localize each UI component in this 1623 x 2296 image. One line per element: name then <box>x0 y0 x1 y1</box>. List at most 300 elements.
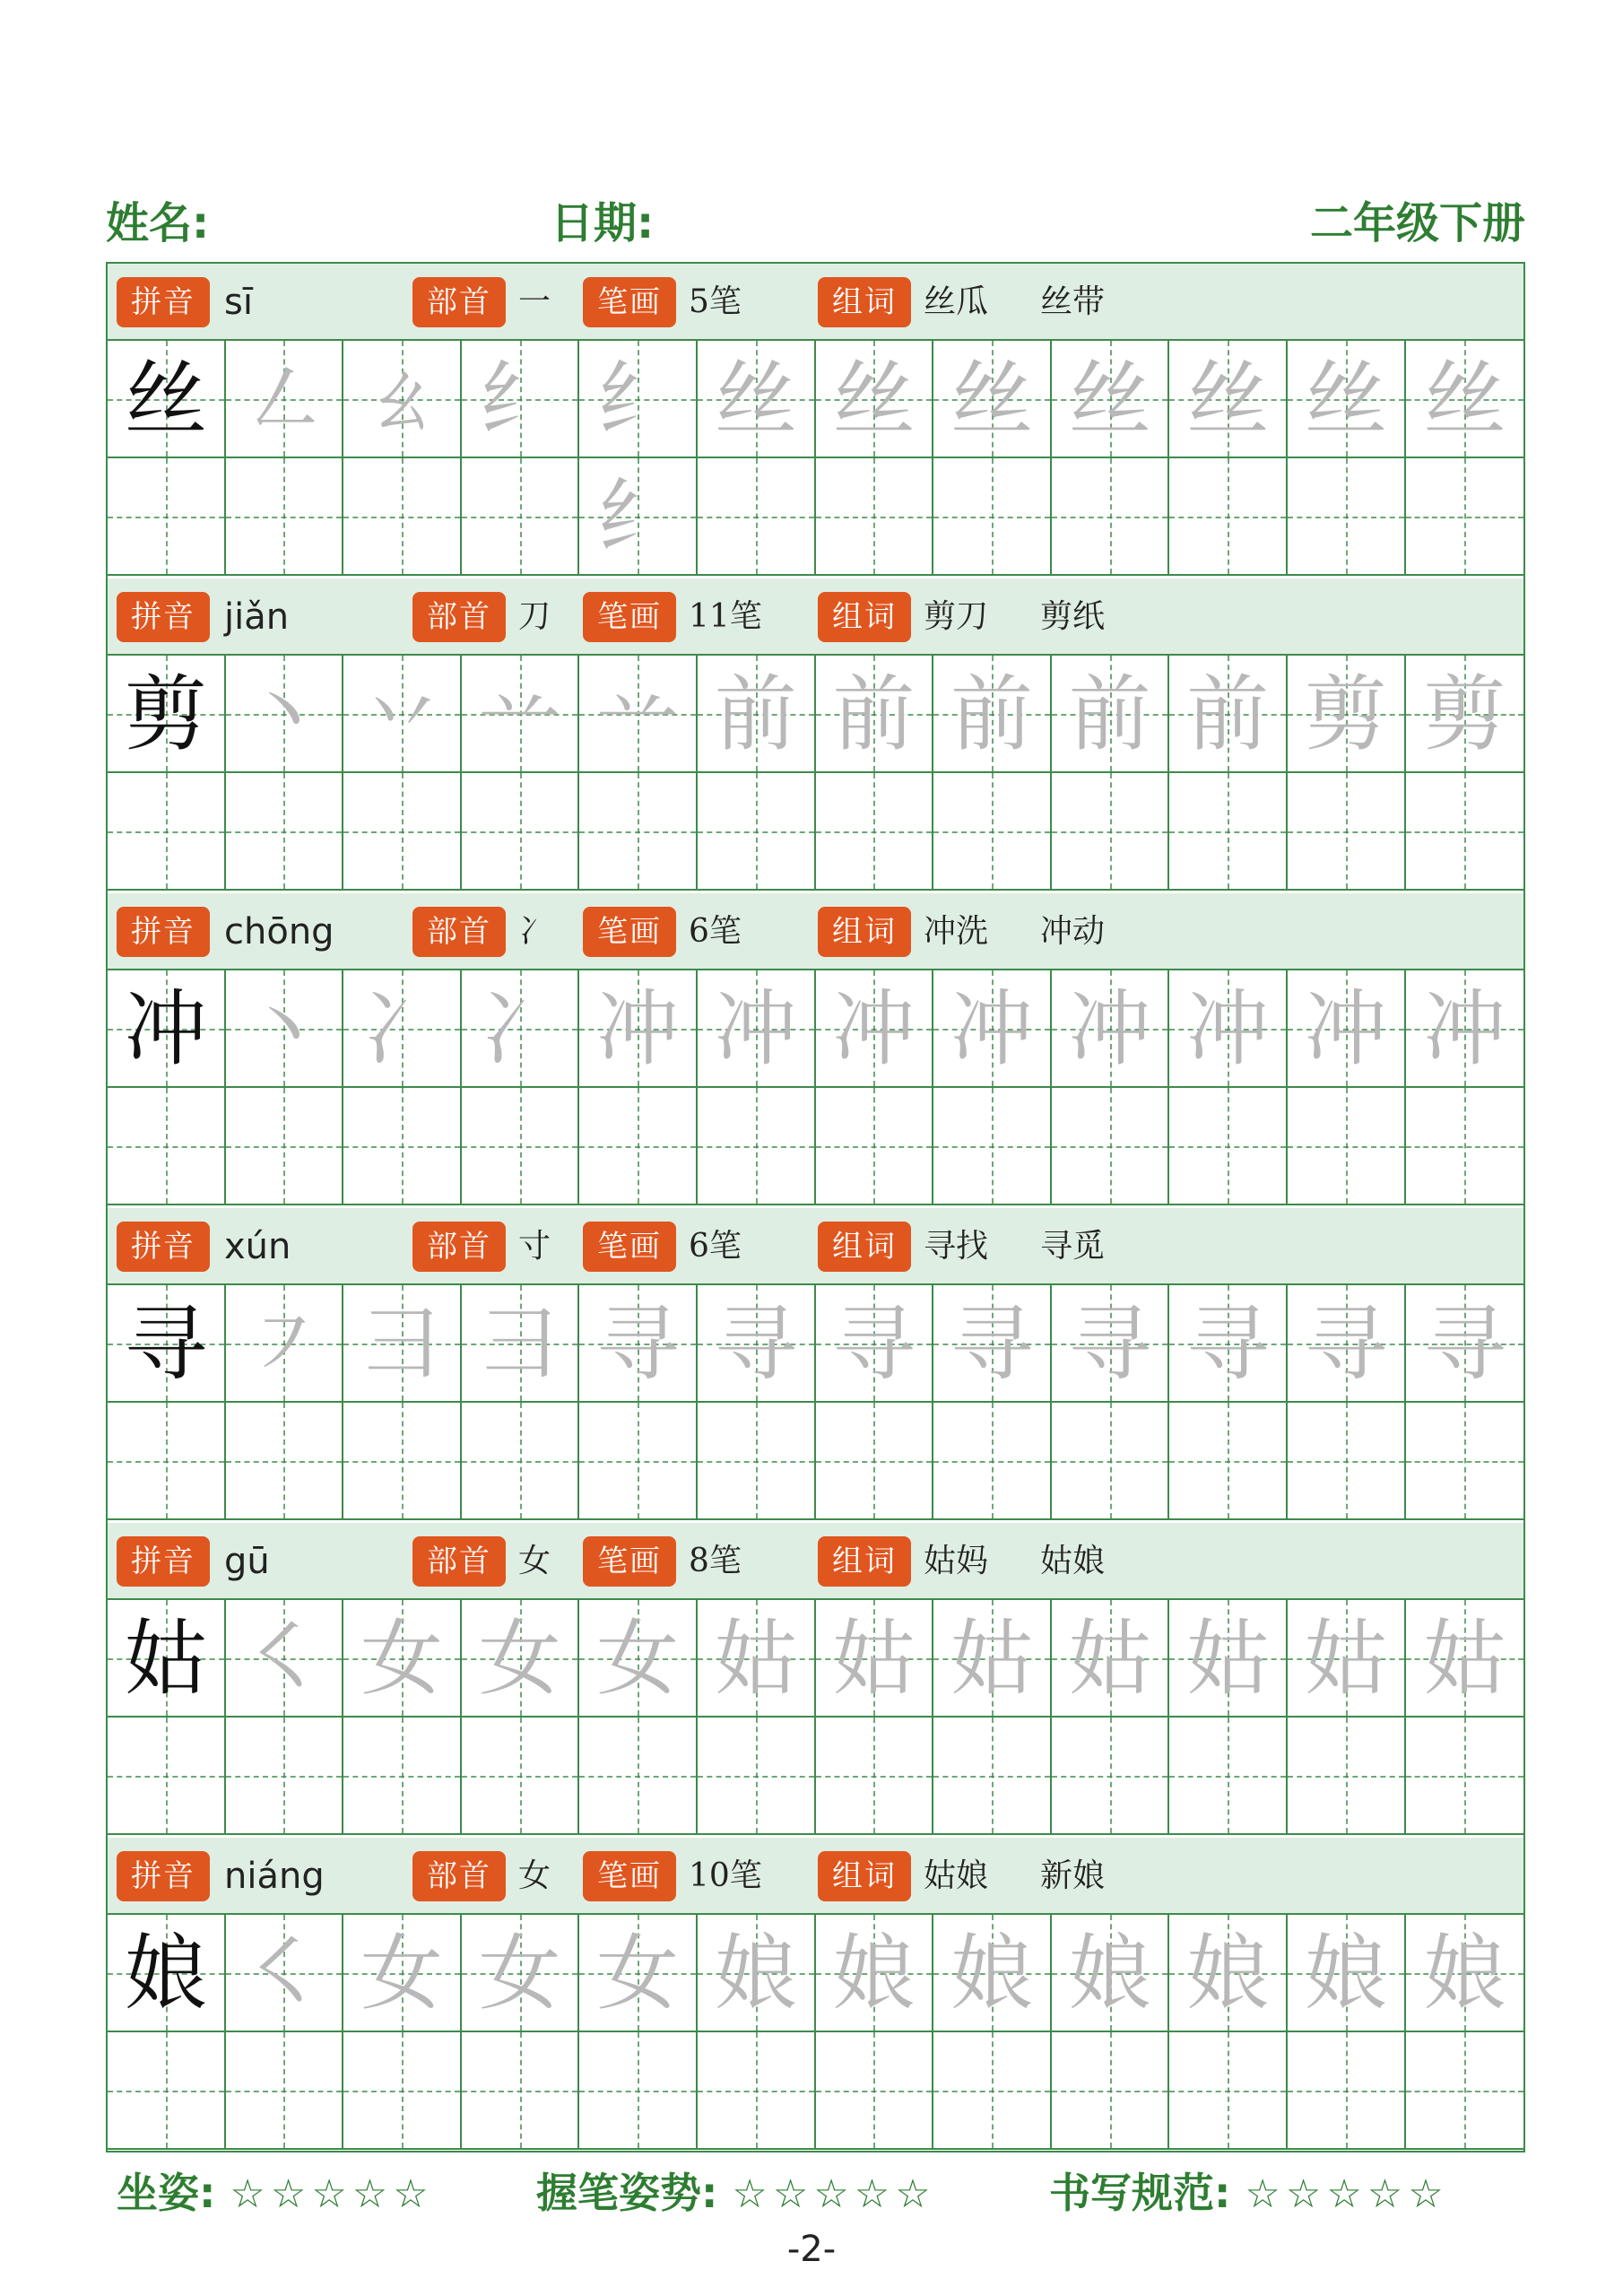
writing-cell <box>1406 656 1524 773</box>
radical-badge: 部首 <box>412 1851 506 1901</box>
writing-cell <box>816 970 934 1088</box>
writing-cell <box>1406 970 1524 1088</box>
writing-cell <box>1169 970 1288 1088</box>
writing-cell[interactable] <box>579 1403 698 1520</box>
stroke-trace-character: 前 <box>832 666 916 762</box>
stroke-trace-character: 寻 <box>950 1296 1033 1392</box>
character-section <box>108 264 1523 579</box>
stroke-trace-character: 彐 <box>360 1296 443 1392</box>
writing-cell[interactable] <box>226 1718 344 1835</box>
model-character-cell <box>108 341 226 458</box>
writing-cell <box>698 656 816 773</box>
word-2: 剪纸 <box>1040 598 1106 635</box>
stroke-trace-character: 丝 <box>1304 352 1387 448</box>
writing-cell <box>579 1285 698 1403</box>
stroke-trace-character: 冫 <box>478 981 561 1077</box>
writing-cell <box>1288 970 1406 1088</box>
stroke-trace-character: 丷 <box>360 666 443 762</box>
writing-cell[interactable] <box>933 458 1052 576</box>
writing-cell[interactable] <box>579 1718 698 1835</box>
stroke-trace-character: 寻 <box>832 1296 916 1392</box>
writing-cell <box>1406 1285 1524 1403</box>
writing-cell[interactable] <box>108 773 226 891</box>
words-badge: 组词 <box>818 1851 911 1901</box>
writing-cell <box>343 1600 462 1718</box>
stroke-trace-character: 前 <box>950 666 1033 762</box>
stroke-trace-character: 娘 <box>950 1926 1033 2022</box>
name-label: 姓名: <box>106 198 210 248</box>
radical-value: 女 <box>518 1543 551 1579</box>
word-1: 剪刀 <box>924 598 989 635</box>
stroke-trace-character: ㇜ <box>242 352 325 448</box>
stroke-trace-character: 姑 <box>1068 1611 1151 1707</box>
info-bar <box>108 578 1523 656</box>
writing-cell <box>579 970 698 1088</box>
pinyin-badge: 拼音 <box>117 1222 210 1272</box>
writing-cell <box>1052 1915 1170 2032</box>
writing-cell[interactable] <box>1052 1088 1170 1205</box>
writing-cell <box>1288 1915 1406 2032</box>
writing-cell <box>462 656 580 773</box>
stroke-trace-character: 冫 <box>360 981 443 1077</box>
words-badge: 组词 <box>818 907 911 957</box>
stroke-trace-character: ㄠ <box>360 352 443 448</box>
stroke-trace-character: 寻 <box>596 1296 680 1392</box>
word-1: 姑娘 <box>924 1857 989 1894</box>
writing-cell[interactable] <box>462 1718 580 1835</box>
writing-cell[interactable] <box>698 1718 816 1835</box>
model-character: 娘 <box>124 1926 207 2022</box>
writing-cell <box>816 1285 934 1403</box>
pinyin-value: xún <box>224 1226 291 1267</box>
writing-cell[interactable] <box>343 2032 462 2150</box>
writing-cell <box>1169 1915 1288 2032</box>
stroke-trace-character: 冲 <box>596 981 680 1077</box>
writing-cell <box>816 656 934 773</box>
stroke-trace-character: 丶 <box>242 666 325 762</box>
stroke-trace-character: 剪 <box>1304 666 1387 762</box>
stroke-trace-character: 娘 <box>1423 1926 1506 2022</box>
writing-cell[interactable] <box>108 458 226 576</box>
stroke-trace-character: 冲 <box>1304 981 1387 1077</box>
writing-cell[interactable] <box>933 2032 1052 2150</box>
stroke-trace-character: 丶 <box>242 981 325 1077</box>
writing-cell <box>698 1600 816 1718</box>
word-2: 丝带 <box>1040 283 1106 320</box>
writing-cell <box>1288 656 1406 773</box>
words-badge: 组词 <box>818 1536 911 1587</box>
character-section <box>108 1838 1523 2153</box>
writing-grid <box>108 1600 1523 1837</box>
writing-cell[interactable] <box>343 1403 462 1520</box>
writing-cell[interactable] <box>1288 1718 1406 1835</box>
model-character-cell <box>108 970 226 1088</box>
strokes-badge: 笔画 <box>583 1536 676 1587</box>
writing-cell <box>698 970 816 1088</box>
pinyin-badge: 拼音 <box>117 1536 210 1587</box>
radical-badge: 部首 <box>412 592 506 642</box>
grip-rating <box>536 2161 936 2226</box>
writing-cell[interactable] <box>226 2032 344 2150</box>
radical-badge: 部首 <box>412 277 506 327</box>
word-2: 冲动 <box>1040 913 1106 950</box>
writing-cell[interactable] <box>462 1088 580 1205</box>
writing-grid <box>108 656 1523 892</box>
info-bar <box>108 1523 1523 1600</box>
stroke-trace-character: 丝 <box>1186 352 1270 448</box>
writing-cell <box>343 970 462 1088</box>
radical-badge: 部首 <box>412 1222 506 1272</box>
stroke-trace-character: 丝 <box>714 352 797 448</box>
posture-stars[interactable]: ☆☆☆☆☆ <box>230 2171 434 2217</box>
writing-cell <box>343 656 462 773</box>
model-character-cell <box>108 656 226 773</box>
stroke-trace-character: 冲 <box>950 981 1033 1077</box>
writing-cell[interactable] <box>698 1403 816 1520</box>
writing-cell[interactable] <box>462 1403 580 1520</box>
model-character-cell <box>108 1600 226 1718</box>
grade-label: 二年级下册 <box>1309 198 1525 248</box>
stroke-trace-character: 纟 <box>478 352 561 448</box>
pinyin-value: gū <box>224 1541 270 1582</box>
writing-cell <box>933 1285 1052 1403</box>
writing-cell[interactable] <box>108 1403 226 1520</box>
radical-badge: 部首 <box>412 907 506 957</box>
writing-cell[interactable] <box>816 1088 934 1205</box>
pinyin-value: chōng <box>224 911 334 952</box>
stroke-trace-character: 女 <box>478 1926 561 2022</box>
writing-cell[interactable] <box>1406 1088 1524 1205</box>
stroke-trace-character: 姑 <box>1186 1611 1270 1707</box>
writing-cell[interactable] <box>1052 773 1170 891</box>
writing-cell[interactable] <box>1169 1088 1288 1205</box>
writing-cell <box>933 341 1052 458</box>
strokes-value: 5笔 <box>689 283 742 320</box>
writing-cell <box>343 341 462 458</box>
word-2: 姑娘 <box>1040 1543 1106 1579</box>
writing-cell <box>1288 341 1406 458</box>
writing-cell <box>933 1600 1052 1718</box>
words-badge: 组词 <box>818 592 911 642</box>
writing-cell[interactable] <box>1052 1718 1170 1835</box>
writing-cell[interactable] <box>933 1403 1052 1520</box>
words-badge: 组词 <box>818 277 911 327</box>
writing-cell[interactable] <box>933 773 1052 891</box>
writing-cell <box>1406 1915 1524 2032</box>
stroke-trace-character: 娘 <box>1068 1926 1151 2022</box>
pinyin-value: sī <box>224 282 253 323</box>
worksheet-header <box>106 192 1525 255</box>
writing-cell[interactable] <box>698 458 816 576</box>
info-bar <box>108 1838 1523 1915</box>
practice-sheet <box>106 262 1525 2152</box>
stroke-trace-character: 纟纟 <box>596 352 680 565</box>
radical-value: 女 <box>518 1857 551 1894</box>
writing-cell <box>1052 341 1170 458</box>
writing-cell <box>462 970 580 1088</box>
stroke-trace-character: 冲 <box>832 981 916 1077</box>
writing-cell <box>579 1915 698 2032</box>
writing-cell[interactable] <box>1288 2032 1406 2150</box>
stroke-trace-character: 寻 <box>1068 1296 1151 1392</box>
strokes-value: 11笔 <box>689 598 762 635</box>
radical-value: 刀 <box>518 598 551 635</box>
info-bar <box>108 264 1523 341</box>
writing-cell <box>698 1285 816 1403</box>
character-section <box>108 1523 1523 1839</box>
stroke-trace-character: 冲 <box>1423 981 1506 1077</box>
writing-cell[interactable] <box>108 1718 226 1835</box>
writing-cell <box>1406 341 1524 458</box>
pinyin-badge: 拼音 <box>117 277 210 327</box>
writing-cell <box>226 1285 344 1403</box>
stroke-trace-character: 前 <box>714 666 797 762</box>
stroke-trace-character: 䒑 <box>478 666 561 762</box>
writing-cell <box>462 1600 580 1718</box>
writing-cell[interactable] <box>816 773 934 891</box>
writing-cell[interactable] <box>579 2032 698 2150</box>
character-section <box>108 1208 1523 1524</box>
writing-cell[interactable] <box>698 2032 816 2150</box>
strokes-value: 8笔 <box>689 1543 742 1579</box>
writing-cell[interactable] <box>1169 1718 1288 1835</box>
writing-cell <box>462 1285 580 1403</box>
model-character: 丝 <box>124 352 207 448</box>
grip-stars[interactable]: ☆☆☆☆☆ <box>732 2171 936 2217</box>
strokes-badge: 笔画 <box>583 1851 676 1901</box>
posture-label: 坐姿: <box>117 2169 216 2217</box>
writing-cell <box>579 341 698 565</box>
stroke-trace-character: 娘 <box>832 1926 916 2022</box>
writing-cell[interactable] <box>933 1088 1052 1205</box>
stroke-trace-character: 姑 <box>832 1611 916 1707</box>
rating-footer <box>117 2161 1515 2224</box>
word-2: 新娘 <box>1040 1857 1106 1894</box>
word-1: 姑妈 <box>924 1543 989 1579</box>
writing-cell[interactable] <box>816 1403 934 1520</box>
stroke-trace-character: ㇛ <box>242 1926 325 2022</box>
writing-cell <box>579 1600 698 1718</box>
writing-cell <box>343 1285 462 1403</box>
stroke-trace-character: 女 <box>478 1611 561 1707</box>
strokes-badge: 笔画 <box>583 907 676 957</box>
stroke-trace-character: 冲 <box>1068 981 1151 1077</box>
model-character: 寻 <box>124 1296 207 1392</box>
pinyin-badge: 拼音 <box>117 592 210 642</box>
character-section <box>108 578 1523 894</box>
writing-cell[interactable] <box>1169 1403 1288 1520</box>
writing-cell[interactable] <box>226 1403 344 1520</box>
writing-cell <box>226 1915 344 2032</box>
writing-cell[interactable] <box>108 1088 226 1205</box>
writing-cell[interactable] <box>816 2032 934 2150</box>
writing-cell[interactable] <box>1052 458 1170 576</box>
writing-cell <box>698 1915 816 2032</box>
stroke-trace-character: 前 <box>1186 666 1270 762</box>
writing-cell <box>343 1915 462 2032</box>
radical-value: 寸 <box>518 1228 551 1265</box>
stroke-trace-character: 丝 <box>1423 352 1506 448</box>
strokes-value: 6笔 <box>689 913 742 950</box>
word-1: 寻找 <box>924 1228 989 1265</box>
stroke-trace-character: 剪 <box>1423 666 1506 762</box>
model-character: 剪 <box>124 666 207 762</box>
writing-cell <box>226 1600 344 1718</box>
stroke-trace-character: 娘 <box>714 1926 797 2022</box>
writing-label: 书写规范: <box>1049 2169 1231 2217</box>
stroke-trace-character: 娘 <box>1186 1926 1270 2022</box>
writing-cell <box>698 341 816 458</box>
writing-cell[interactable] <box>462 773 580 891</box>
model-character: 冲 <box>124 981 207 1077</box>
writing-cell[interactable] <box>1169 458 1288 576</box>
stroke-trace-character: 丝 <box>950 352 1033 448</box>
writing-cell[interactable] <box>1169 773 1288 891</box>
writing-cell[interactable] <box>1406 1718 1524 1835</box>
writing-cell <box>1169 1285 1288 1403</box>
stroke-trace-character: 前 <box>1068 666 1151 762</box>
writing-cell <box>1052 970 1170 1088</box>
writing-cell <box>1169 341 1288 458</box>
writing-cell[interactable] <box>226 773 344 891</box>
stroke-trace-character: 娘 <box>1304 1926 1387 2022</box>
stroke-trace-character: 姑 <box>714 1611 797 1707</box>
writing-cell[interactable] <box>579 1088 698 1205</box>
writing-cell[interactable] <box>1288 458 1406 576</box>
radical-value: 一 <box>518 283 551 320</box>
info-bar <box>108 1208 1523 1285</box>
writing-cell <box>462 341 580 458</box>
character-section <box>108 893 1523 1209</box>
model-character: 姑 <box>124 1611 207 1707</box>
word-1: 冲洗 <box>924 913 989 950</box>
posture-rating <box>117 2161 434 2226</box>
writing-cell <box>1169 1600 1288 1718</box>
stroke-trace-character: 女 <box>596 1926 680 2022</box>
writing-cell[interactable] <box>343 458 462 576</box>
strokes-badge: 笔画 <box>583 1222 676 1272</box>
writing-cell <box>226 656 344 773</box>
stroke-trace-character: 女 <box>360 1926 443 2022</box>
stroke-trace-character: 冲 <box>1186 981 1270 1077</box>
stroke-trace-character: 寻 <box>1186 1296 1270 1392</box>
writing-cell <box>1052 1600 1170 1718</box>
writing-cell[interactable] <box>816 1718 934 1835</box>
stroke-trace-character: 彐 <box>478 1296 561 1392</box>
pinyin-value: jiǎn <box>224 596 290 638</box>
stroke-trace-character: 女 <box>360 1611 443 1707</box>
writing-cell[interactable] <box>1052 2032 1170 2150</box>
strokes-badge: 笔画 <box>583 592 676 642</box>
writing-cell <box>462 1915 580 2032</box>
writing-cell[interactable] <box>343 773 462 891</box>
writing-cell <box>1406 1600 1524 1718</box>
pinyin-badge: 拼音 <box>117 907 210 957</box>
word-1: 丝瓜 <box>924 283 989 320</box>
writing-cell[interactable] <box>462 2032 580 2150</box>
writing-cell <box>1052 656 1170 773</box>
writing-cell[interactable] <box>1052 1403 1170 1520</box>
stroke-trace-character: 丝 <box>832 352 916 448</box>
writing-cell[interactable] <box>1406 458 1524 576</box>
writing-grid <box>108 1915 1523 2152</box>
stroke-trace-character: 姑 <box>1304 1611 1387 1707</box>
writing-cell[interactable] <box>1169 2032 1288 2150</box>
pinyin-value: niáng <box>224 1856 325 1897</box>
model-character-cell <box>108 1915 226 2032</box>
writing-cell <box>816 1600 934 1718</box>
stroke-trace-character: 寻 <box>1304 1296 1387 1392</box>
writing-cell[interactable] <box>698 1088 816 1205</box>
stroke-trace-character: 寻 <box>714 1296 797 1392</box>
writing-cell <box>933 1915 1052 2032</box>
writing-cell[interactable] <box>579 773 698 891</box>
page-number: -2- <box>786 2229 837 2270</box>
strokes-value: 10笔 <box>689 1857 762 1894</box>
strokes-badge: 笔画 <box>583 277 676 327</box>
strokes-value: 6笔 <box>689 1228 742 1265</box>
writing-cell[interactable] <box>462 458 580 576</box>
grip-label: 握笔姿势: <box>536 2169 718 2217</box>
writing-cell <box>226 970 344 1088</box>
writing-cell <box>226 341 344 458</box>
stroke-trace-character: 䒑 <box>596 666 680 762</box>
writing-cell <box>933 656 1052 773</box>
word-2: 寻觅 <box>1040 1228 1106 1265</box>
writing-cell[interactable] <box>226 1088 344 1205</box>
stroke-trace-character: 寻 <box>1423 1296 1506 1392</box>
writing-cell[interactable] <box>343 1088 462 1205</box>
writing-grid <box>108 341 1523 578</box>
writing-cell <box>1288 1600 1406 1718</box>
writing-cell <box>1169 656 1288 773</box>
writing-cell <box>579 656 698 773</box>
writing-cell <box>933 970 1052 1088</box>
writing-cell[interactable] <box>1406 2032 1524 2150</box>
writing-cell[interactable] <box>698 773 816 891</box>
stroke-trace-character: 丝 <box>1068 352 1151 448</box>
stroke-trace-character: 女 <box>596 1611 680 1707</box>
stroke-trace-character: 冲 <box>714 981 797 1077</box>
writing-cell[interactable] <box>1406 1403 1524 1520</box>
stroke-trace-character: ㇛ <box>242 1611 325 1707</box>
date-label: 日期: <box>551 198 655 248</box>
writing-cell <box>1288 1285 1406 1403</box>
writing-cell[interactable] <box>1288 1088 1406 1205</box>
stroke-trace-character: 姑 <box>950 1611 1033 1707</box>
stroke-trace-character: 姑 <box>1423 1611 1506 1707</box>
radical-badge: 部首 <box>412 1536 506 1587</box>
writing-stars[interactable]: ☆☆☆☆☆ <box>1245 2171 1449 2217</box>
writing-cell[interactable] <box>226 458 344 576</box>
writing-grid <box>108 1285 1523 1522</box>
writing-cell[interactable] <box>816 458 934 576</box>
writing-cell[interactable] <box>1288 1403 1406 1520</box>
writing-cell[interactable] <box>1288 773 1406 891</box>
writing-cell[interactable] <box>1406 773 1524 891</box>
writing-cell[interactable] <box>108 2032 226 2150</box>
writing-cell <box>1052 1285 1170 1403</box>
writing-cell[interactable] <box>343 1718 462 1835</box>
writing-grid <box>108 970 1523 1207</box>
words-badge: 组词 <box>818 1222 911 1272</box>
info-bar <box>108 893 1523 970</box>
writing-cell[interactable] <box>933 1718 1052 1835</box>
stroke-trace-character: ㇇ <box>242 1296 325 1392</box>
writing-rating <box>1049 2161 1449 2226</box>
radical-value: 冫 <box>518 913 551 950</box>
model-character-cell <box>108 1285 226 1403</box>
